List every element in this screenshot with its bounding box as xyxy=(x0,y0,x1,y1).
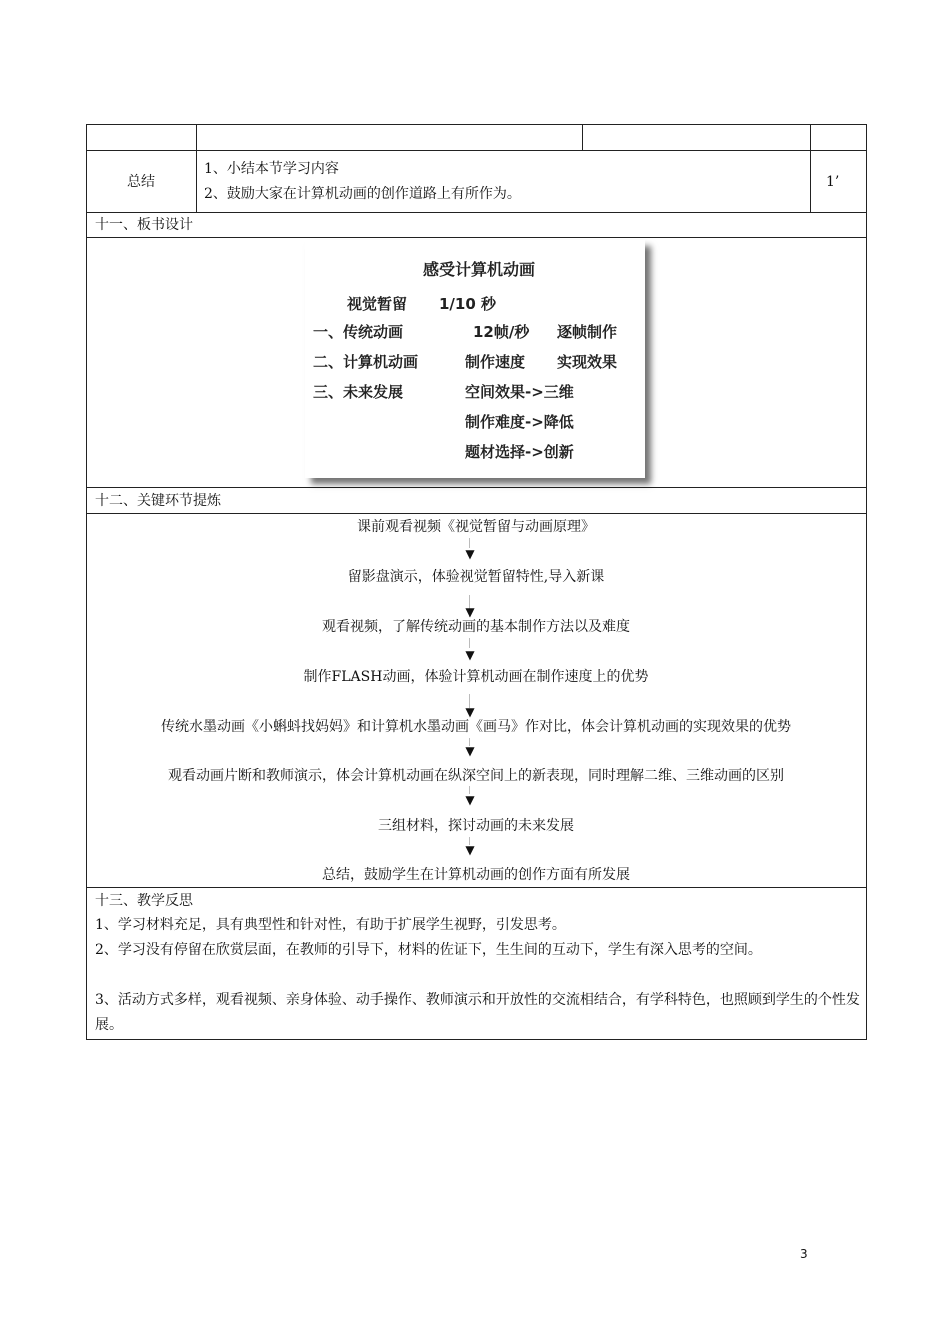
flow-step-7: 三组材料，探讨动画的未来发展 xyxy=(378,818,574,834)
board-line0-right: 1/10 秒 xyxy=(439,295,497,313)
flow-connector xyxy=(469,638,470,648)
flow-arrow-icon: ▼ xyxy=(465,547,475,561)
flow-arrow-icon: ▼ xyxy=(465,648,475,662)
flow-step-6: 观看动画片断和教师演示，体会计算机动画在纵深空间上的新表现，同时理解二维、三维动画的区别 xyxy=(168,768,784,784)
section-11-heading: 十一、板书设计 xyxy=(95,217,193,233)
board-title: 感受计算机动画 xyxy=(423,260,536,279)
summary-time: 1’ xyxy=(826,174,840,190)
board-row3-a: 空间效果->三维 xyxy=(465,383,574,401)
board-extra-1: 制作难度->降低 xyxy=(465,413,574,431)
board-row1-b: 逐帧制作 xyxy=(557,323,618,341)
reflection-item-3: 3、活动方式多样，观看视频、亲身体验、动手操作、教师演示和开放性的交流相结合，有学科特色，也照顾到学生的个性发展。 xyxy=(95,992,860,1033)
page-number: 3 xyxy=(800,1247,808,1261)
section-13-heading: 十三、教学反思 xyxy=(95,893,193,909)
flow-step-4: 制作FLASH动画，体验计算机动画在制作速度上的优势 xyxy=(303,669,649,685)
summary-item-2: 2、鼓励大家在计算机动画的创作道路上有所作为。 xyxy=(204,186,521,202)
flow-step-8: 总结，鼓励学生在计算机动画的创作方面有所发展 xyxy=(322,867,630,883)
flow-step-3: 观看视频，了解传统动画的基本制作方法以及难度 xyxy=(322,619,630,635)
summary-label: 总结 xyxy=(127,174,155,190)
board-row1-num: 一、传统动画 xyxy=(313,323,404,341)
board-row2-a: 制作速度 xyxy=(465,353,526,371)
board-line0-left: 视觉暂留 xyxy=(347,295,408,313)
flow-arrow-icon: ▼ xyxy=(465,793,475,807)
board-row2-b: 实现效果 xyxy=(557,353,618,371)
flow-arrow-icon: ▼ xyxy=(465,744,475,758)
flow-step-5: 传统水墨动画《小蝌蚪找妈妈》和计算机水墨动画《画马》作对比，体会计算机动画的实现效果的优势 xyxy=(161,719,791,735)
section-12-heading: 十二、关键环节提炼 xyxy=(95,493,221,509)
blackboard-design-image xyxy=(305,240,645,478)
reflection-item-1: 1、学习材料充足，具有典型性和针对性，有助于扩展学生视野，引发思考。 xyxy=(95,917,566,933)
flow-step-2: 留影盘演示，体验视觉暂留特性,导入新课 xyxy=(347,569,605,585)
board-row1-a: 12帧/秒 xyxy=(473,323,530,341)
flow-step-1: 课前观看视频《视觉暂留与动画原理》 xyxy=(357,519,595,535)
flow-arrow-icon: ▼ xyxy=(465,705,475,719)
summary-item-1: 1、小结本节学习内容 xyxy=(204,161,339,177)
board-row3-num: 三、未来发展 xyxy=(313,383,404,401)
flow-arrow-icon: ▼ xyxy=(465,605,475,619)
reflection-item-2: 2、学习没有停留在欣赏层面，在教师的引导下，材料的佐证下，生生间的互动下，学生有深入思考的空间。 xyxy=(95,942,762,958)
board-extra-2: 题材选择->创新 xyxy=(465,443,574,461)
flow-arrow-icon: ▼ xyxy=(465,843,475,857)
board-row2-num: 二、计算机动画 xyxy=(313,353,419,371)
